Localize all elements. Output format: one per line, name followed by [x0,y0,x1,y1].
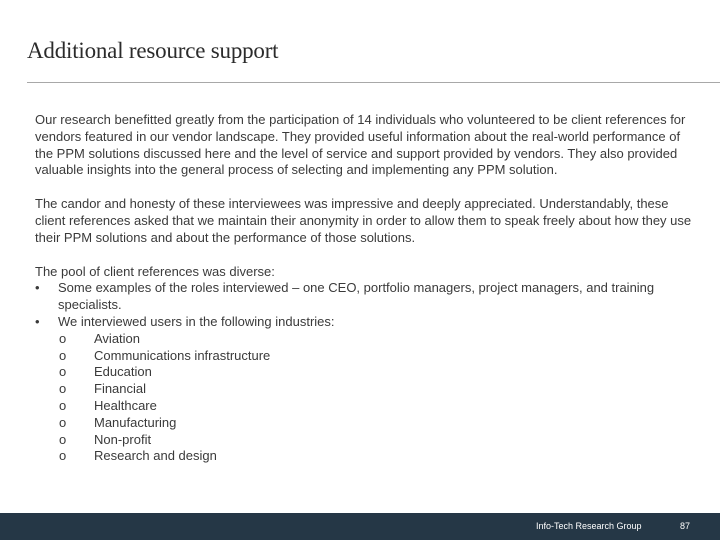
page-number: 87 [680,521,691,531]
industry-item [58,398,693,415]
industry-item [58,331,693,348]
sub-bullet-icon: o [59,448,67,464]
industry-name: Research and design [94,448,217,464]
bullet-item-roles [35,280,693,314]
industry-name: Aviation [94,330,141,346]
footer-bar [0,513,720,540]
industry-item [58,432,693,449]
industry-name: Non-profit [94,431,152,447]
bullet-icon: • [35,313,40,329]
industry-name: Manufacturing [94,414,177,430]
industry-item [58,348,693,365]
industry-name: Financial [94,381,147,397]
industry-item [58,381,693,398]
industry-name: Communications infrastructure [94,347,271,363]
paragraph-participation: Our research benefitted greatly from the participation of 14 individuals who volunteered to be client references for vendors featured in our vendor landscape. They provided useful information about the real-world performance of the PPM solutions discussed here and the level of service and support provided by vendors. They also provided valuable insights into the general process of selecting and implementing any PPM solution. [35,112,686,178]
pool-intro: The pool of client references was diverse: [35,263,275,279]
sub-bullet-icon: o [59,414,67,430]
industry-name: Healthcare [94,397,157,413]
title-divider [27,82,720,83]
bullet-text: We interviewed users in the following industries: [58,313,335,329]
bullet-text: Some examples of the roles interviewed – one CEO, portfolio managers, project managers, and training specialists. [58,280,655,313]
sub-bullet-icon: o [59,381,67,397]
bullet-list [35,280,693,465]
sub-bullet-icon: o [59,347,67,363]
sub-bullet-icon: o [59,431,67,447]
bullet-item-industries [35,314,693,465]
industry-list [58,331,693,465]
footer-brand: Info-Tech Research Group [536,521,642,531]
slide-body [35,112,693,465]
bullet-icon: • [35,280,40,296]
sub-bullet-icon: o [59,330,67,346]
slide-title: Additional resource support [27,38,279,63]
industry-item [58,448,693,465]
industry-item [58,364,693,381]
sub-bullet-icon: o [59,397,67,413]
paragraph-candor: The candor and honesty of these interviewees was impressive and deeply appreciated. Understandably, these client references asked that we maintain their anonymity in order to allow them to speak freely about how they use their PPM solutions and about the performance of those solutions. [35,196,692,245]
industry-name: Education [94,364,152,380]
sub-bullet-icon: o [59,364,67,380]
industry-item [58,415,693,432]
